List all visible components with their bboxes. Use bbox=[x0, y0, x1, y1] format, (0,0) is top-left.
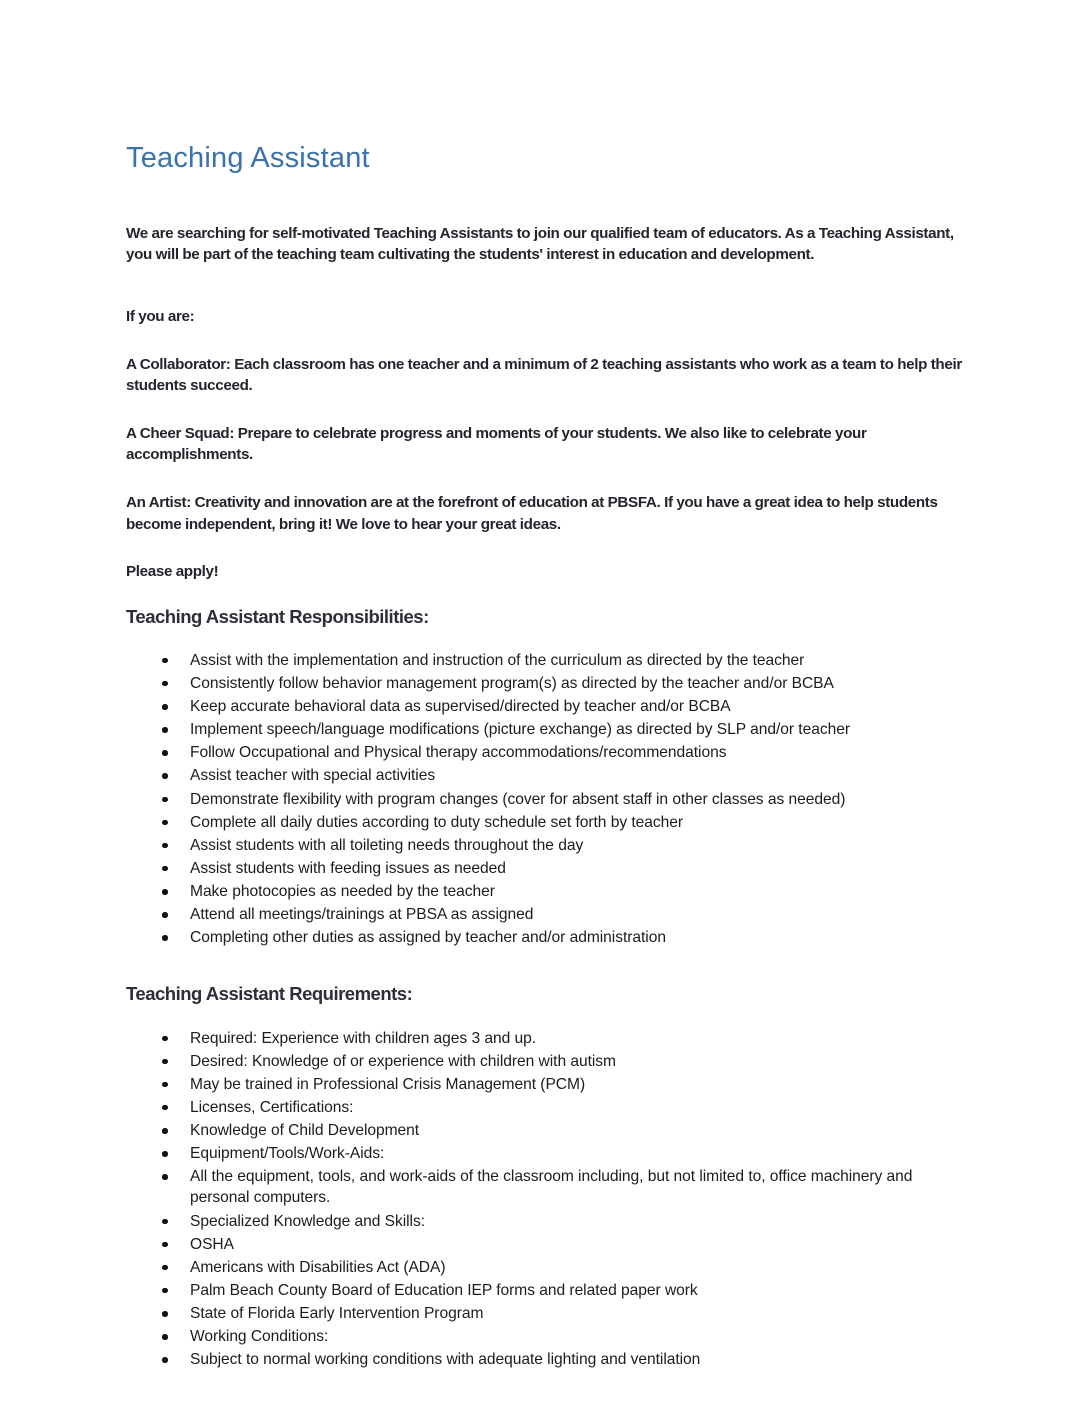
list-item bbox=[126, 835, 962, 856]
intro-prompt: If you are: bbox=[126, 308, 195, 326]
list-item bbox=[126, 881, 962, 902]
list-item bbox=[126, 650, 962, 671]
requirements-heading: Teaching Assistant Requirements: bbox=[126, 983, 413, 1005]
bullet-icon bbox=[162, 1242, 168, 1248]
list-item-label: Implement speech/language modifications (picture exchange) as directed by SLP and/or teacher bbox=[190, 721, 850, 739]
list-item-label: Demonstrate flexibility with program changes (cover for absent staff in other classes as needed) bbox=[190, 790, 846, 808]
bullet-icon bbox=[162, 1059, 168, 1065]
bullet-icon bbox=[162, 935, 168, 941]
list-item-label: Make photocopies as needed by the teacher bbox=[190, 883, 495, 901]
list-item bbox=[126, 1143, 962, 1164]
bullet-icon bbox=[162, 681, 168, 687]
list-item bbox=[126, 1303, 962, 1324]
bullet-icon bbox=[162, 1128, 168, 1134]
bullet-icon bbox=[162, 1265, 168, 1271]
list-item-label: Subject to normal working conditions with adequate lighting and ventilation bbox=[190, 1351, 701, 1369]
list-item-label: Assist teacher with special activities bbox=[190, 767, 436, 785]
list-item bbox=[126, 904, 962, 925]
bullet-icon bbox=[162, 1151, 168, 1157]
bullet-icon bbox=[162, 1174, 168, 1180]
bullet-icon bbox=[162, 704, 168, 710]
bullet-icon bbox=[162, 1219, 168, 1225]
responsibilities-heading: Teaching Assistant Responsibilities: bbox=[126, 605, 429, 627]
list-item bbox=[126, 1280, 962, 1301]
list-item-label: Specialized Knowledge and Skills: bbox=[190, 1212, 425, 1230]
bullet-icon bbox=[162, 750, 168, 756]
list-item bbox=[126, 1326, 962, 1347]
list-item-label: Assist with the implementation and instruction of the curriculum as directed by the teacher bbox=[190, 651, 805, 669]
list-item bbox=[126, 1028, 962, 1049]
list-item-label: Desired: Knowledge of or experience with children with autism bbox=[190, 1052, 616, 1070]
bullet-icon bbox=[162, 1357, 168, 1363]
list-item bbox=[126, 1120, 962, 1141]
bullet-icon bbox=[162, 1288, 168, 1294]
list-item bbox=[126, 765, 962, 786]
bullet-icon bbox=[162, 1334, 168, 1340]
list-item bbox=[126, 789, 962, 810]
list-item-label: Completing other duties as assigned by teacher and/or administration bbox=[190, 929, 666, 947]
list-item-label: Equipment/Tools/Work-Aids: bbox=[190, 1145, 385, 1163]
list-item bbox=[126, 1234, 962, 1255]
call-to-action: Please apply! bbox=[126, 563, 219, 581]
bullet-icon bbox=[162, 912, 168, 918]
list-item bbox=[126, 742, 962, 763]
trait-artist: An Artist: Creativity and innovation are at the forefront of education at PBSFA. If you have a great idea to help students become independent, bring it! We love to hear your great ideas. bbox=[126, 493, 938, 533]
list-item-label: Licenses, Certifications: bbox=[190, 1098, 354, 1116]
bullet-icon bbox=[162, 843, 168, 849]
list-item bbox=[126, 858, 962, 879]
bullet-icon bbox=[162, 773, 168, 779]
trait-collaborator: A Collaborator: Each classroom has one teacher and a minimum of 2 teaching assistants who work as a team to help their students succeed. bbox=[126, 355, 962, 395]
list-item bbox=[126, 696, 962, 717]
list-item-label: OSHA bbox=[190, 1235, 234, 1253]
list-item-label: Knowledge of Child Development bbox=[190, 1122, 420, 1140]
bullet-icon bbox=[162, 1082, 168, 1088]
bullet-icon bbox=[162, 727, 168, 733]
bullet-icon bbox=[162, 1105, 168, 1111]
list-item-label: Consistently follow behavior management program(s) as directed by the teacher and/or BCBA bbox=[190, 674, 834, 692]
list-item-label: Assist students with all toileting needs throughout the day bbox=[190, 836, 584, 854]
bullet-icon bbox=[162, 889, 168, 895]
bullet-icon bbox=[162, 1311, 168, 1317]
list-item-label: Working Conditions: bbox=[190, 1328, 329, 1346]
intro-paragraph: We are searching for self-motivated Teaching Assistants to join our qualified team of educators. As a Teaching Assistant, you will be part of the teaching team cultivating the students' interest in education and development. bbox=[126, 224, 954, 264]
list-item bbox=[126, 1257, 962, 1278]
bullet-icon bbox=[162, 797, 168, 803]
list-item-label: May be trained in Professional Crisis Management (PCM) bbox=[190, 1075, 586, 1093]
list-item bbox=[126, 812, 962, 833]
responsibilities-list bbox=[126, 650, 962, 949]
requirements-list bbox=[126, 1028, 962, 1371]
list-item-label: All the equipment, tools, and work-aids of the classroom including, but not limited to, office machinery and personal computers. bbox=[190, 1168, 913, 1207]
bullet-icon bbox=[162, 1036, 168, 1042]
list-item bbox=[126, 1051, 962, 1072]
list-item bbox=[126, 719, 962, 740]
list-item-label: Keep accurate behavioral data as supervised/directed by teacher and/or BCBA bbox=[190, 698, 731, 716]
list-item bbox=[126, 1074, 962, 1095]
list-item-label: Required: Experience with children ages 3 and up. bbox=[190, 1029, 537, 1047]
list-item bbox=[126, 673, 962, 694]
bullet-icon bbox=[162, 866, 168, 872]
list-item-label: State of Florida Early Intervention Program bbox=[190, 1305, 484, 1323]
list-item-label: Palm Beach County Board of Education IEP forms and related paper work bbox=[190, 1281, 698, 1299]
page-title: Teaching Assistant bbox=[126, 142, 370, 174]
list-item bbox=[126, 1211, 962, 1232]
list-item-label: Americans with Disabilities Act (ADA) bbox=[190, 1258, 446, 1276]
bullet-icon bbox=[162, 658, 168, 664]
list-item-label: Follow Occupational and Physical therapy accommodations/recommendations bbox=[190, 744, 727, 762]
list-item-label: Attend all meetings/trainings at PBSA as assigned bbox=[190, 906, 534, 924]
bullet-icon bbox=[162, 820, 168, 826]
list-item bbox=[126, 1097, 962, 1118]
trait-cheer-squad: A Cheer Squad: Prepare to celebrate progress and moments of your students. We also like to celebrate your accomplishments. bbox=[126, 424, 867, 464]
list-item bbox=[126, 1349, 962, 1370]
list-item bbox=[126, 927, 962, 948]
list-item bbox=[126, 1166, 962, 1208]
list-item-label: Assist students with feeding issues as needed bbox=[190, 859, 506, 877]
document-body bbox=[126, 143, 962, 1372]
list-item-label: Complete all daily duties according to duty schedule set forth by teacher bbox=[190, 813, 684, 831]
